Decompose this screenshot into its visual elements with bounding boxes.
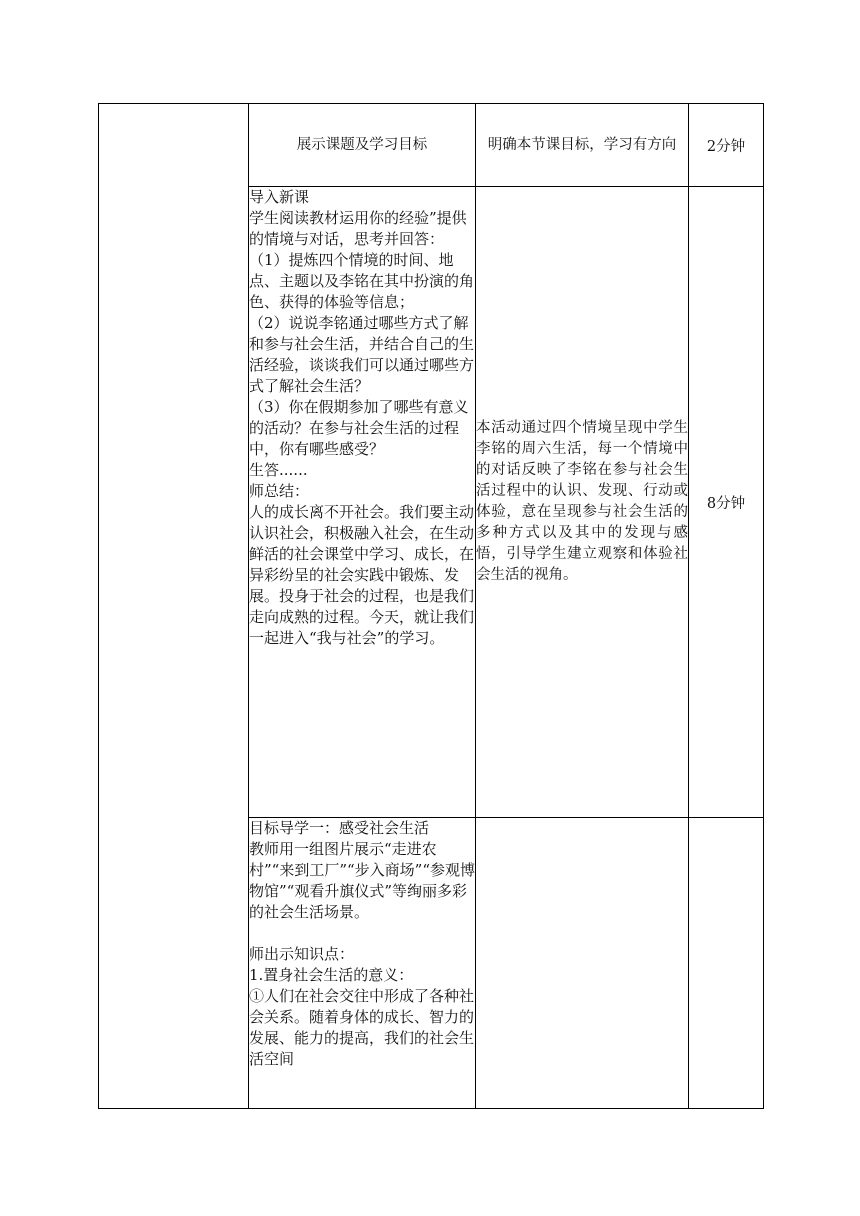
content-line: （2）说说李铭通过哪些方式了解和参与社会生活，并结合自己的生活经验，谈谈我们可以通过哪些方式了解社会生活？ — [249, 314, 475, 395]
time-cell: 8分钟 — [689, 187, 764, 818]
content-cell — [249, 818, 476, 1109]
content-cell — [249, 187, 476, 818]
content-line: ①人们在社会交往中形成了各种社会关系。随着身体的成长、智力的发展、能力的提高，我们的社会生活空间 — [249, 987, 475, 1068]
content-line: 生答...... — [249, 461, 308, 479]
content-cell: 展示课题及学习目标 — [249, 104, 476, 187]
lesson-plan-table — [98, 103, 764, 1109]
content-line: 师出示知识点： — [249, 945, 355, 963]
content-line: 导入新课 — [249, 188, 310, 206]
time-cell: 2分钟 — [689, 104, 764, 187]
content-line: 1.置身社会生活的意义： — [249, 966, 414, 984]
paragraph-gap — [249, 923, 475, 944]
table-row — [99, 104, 764, 187]
content-line: 学生阅读教材运用你的经验”提供的情境与对话，思考并回答： — [249, 209, 467, 248]
time-cell — [689, 818, 764, 1109]
content-line: 目标导学一：感受社会生活 — [249, 819, 430, 837]
content-line: （1）提炼四个情境的时间、地点、主题以及李铭在其中扮演的角色、获得的体验等信息； — [249, 251, 475, 311]
stage-cell — [99, 104, 249, 1109]
content-line: 人的成长离不开社会。我们要主动认识社会，积极融入社会，在生动鲜活的社会课堂中学习、成长，在异彩纷呈的社会实践中锻炼、发展。投身于社会的过程，也是我们走向成熟的过程。今天，就让我们一起进入“我与社会”的学习。 — [249, 503, 475, 647]
goal-cell — [476, 818, 689, 1109]
goal-cell: 明确本节课目标，学习有方向 — [476, 104, 689, 187]
content-line: （3）你在假期参加了哪些有意义的活动？在参与社会生活的过程中，你有哪些感受？ — [249, 398, 469, 458]
content-line: 教师用一组图片展示“走进农村”“来到工厂”“步入商场”“参观博物馆”“观看升旗仪式”等绚丽多彩的社会生活场景。 — [249, 840, 476, 921]
goal-cell: 本活动通过四个情境呈现中学生李铭的周六生活，每一个情境中的对话反映了李铭在参与社会生活过程中的认识、发现、行动或体验，意在呈现参与社会生活的多种方式以及其中的发现与感悟，引导学生建立观察和体验社会生活的视角。 — [476, 187, 689, 818]
content-line: 师总结： — [249, 482, 310, 500]
